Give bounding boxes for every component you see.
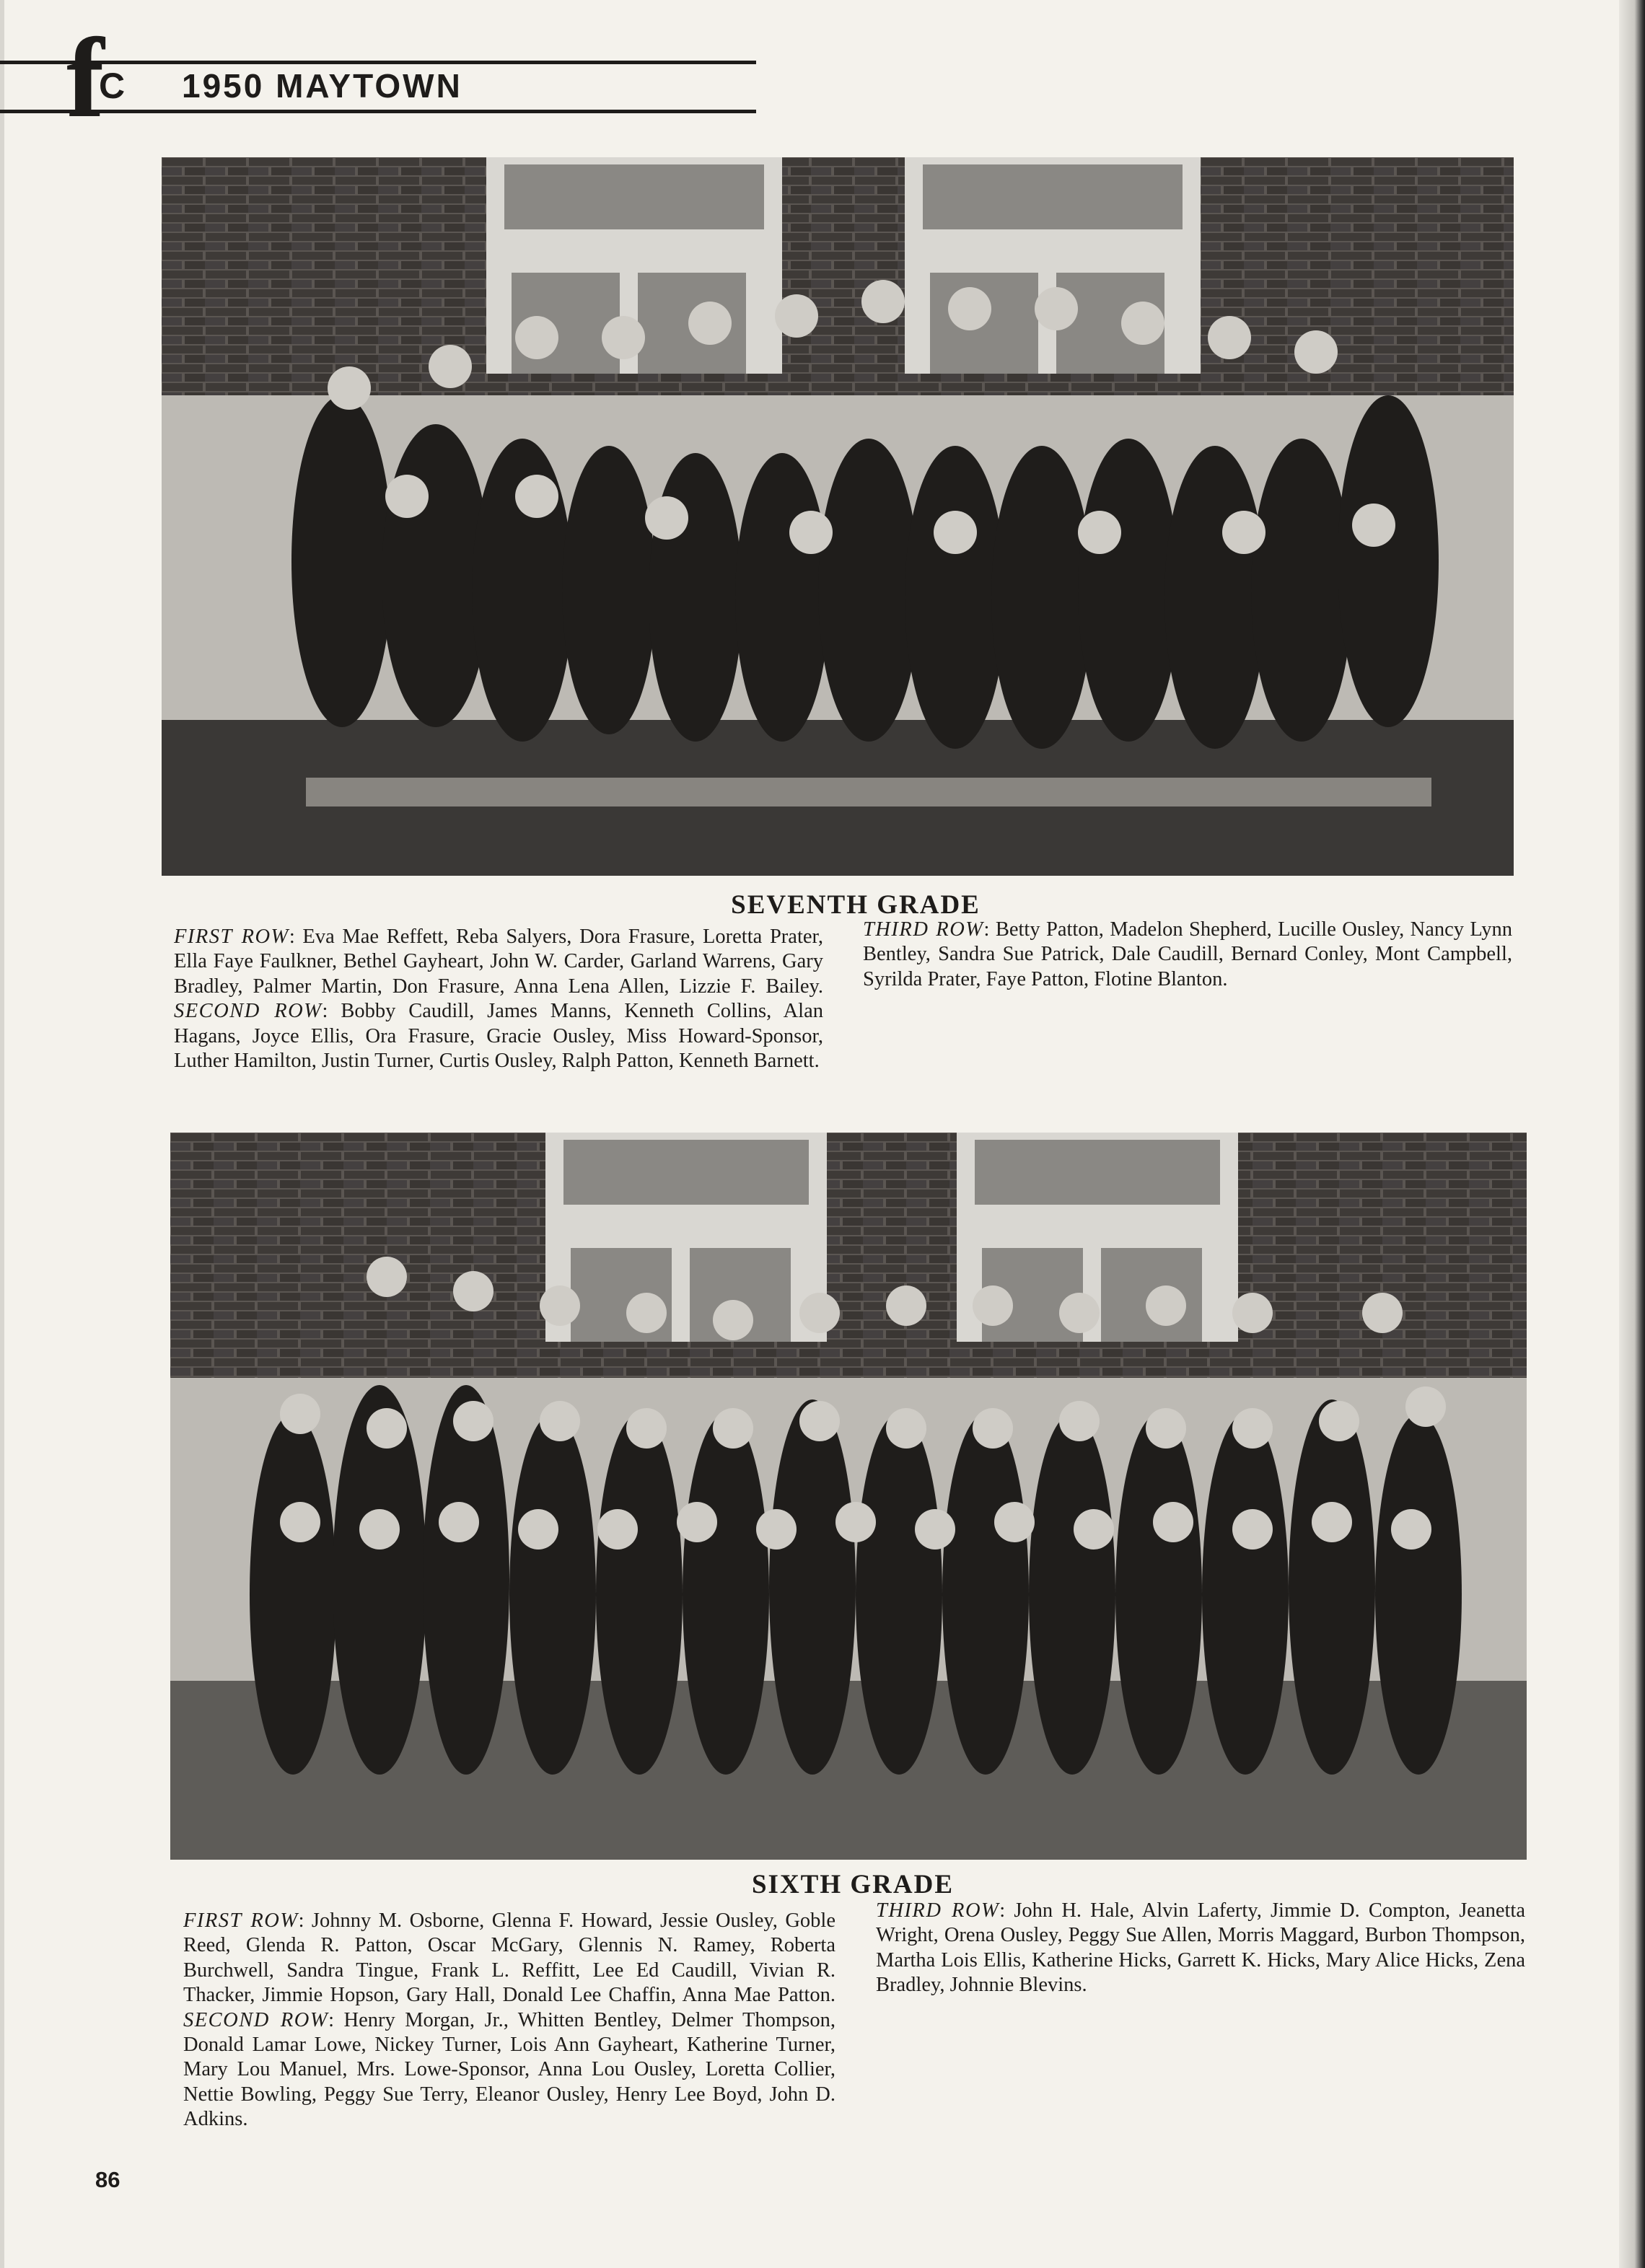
sixth-grade-caption-col2: THIRD ROW: John H. Hale, Alvin Laferty, Jimmie D. Compton, Jeanetta Wright, Orena Ousley, Peggy Sue Allen, Morris Maggard, Burbon Thompson, Martha Lois Ellis, Katherine Hicks, Garrett K. Hicks, Mary Alice Hicks, Zena Bradley, Johnnie Blevins. — [876, 1899, 1525, 1997]
second-row-label: SECOND ROW — [174, 1000, 323, 1023]
second-row-names: Henry Morgan, Jr., Whitten Bentley, Delmer Thompson, Donald Lamar Lowe, Nickey Turner, Lois Ann Gayheart, Katherine Turner, Mary Lou Manuel, Mrs. Lowe-Sponsor, Anna Lou Ousley, Loretta Collier, Nettie Bowling, Peggy Sue Terry, Eleanor Ousley, Henry Lee Boyd, John D. Adkins. — [183, 2008, 835, 2131]
page-edge — [0, 0, 4, 2268]
third-row-label: THIRD ROW — [863, 918, 984, 941]
seventh-grade-caption-col2: THIRD ROW: Betty Patton, Madelon Shepherd, Lucille Ousley, Nancy Lynn Bentley, Sandra Sue Patrick, Dale Caudill, Bernard Conley, Mont Campbell, Syrilda Prater, Faye Patton, Flotine Blanton. — [863, 918, 1512, 990]
third-row-label: THIRD ROW — [876, 1899, 1000, 1922]
second-row-label: SECOND ROW — [183, 2008, 329, 2031]
seventh-grade-photo — [162, 157, 1514, 876]
header-rule-top — [0, 61, 756, 64]
third-row-names: Betty Patton, Madelon Shepherd, Lucille Ousley, Nancy Lynn Bentley, Sandra Sue Patrick, Dale Caudill, Bernard Conley, Mont Campbell, Syrilda Prater, Faye Patton, Flotine Blanton. — [863, 918, 1512, 990]
sixth-grade-title: SIXTH GRADE — [751, 1870, 955, 1899]
second-row-names: Bobby Caudill, James Manns, Kenneth Collins, Alan Hagans, Joyce Ellis, Ora Frasure, Gracie Ousley, Miss Howard-Sponsor, Luther Hamilton, Justin Turner, Curtis Ousley, Ralph Patton, Kenneth Barnett. — [174, 1000, 823, 1073]
third-row-names: John H. Hale, Alvin Laferty, Jimmie D. Compton, Jeanetta Wright, Orena Ousley, Peggy Sue Allen, Morris Maggard, Burbon Thompson, Martha Lois Ellis, Katherine Hicks, Garrett K. Hicks, Mary Alice Hicks, Zena Bradley, Johnnie Blevins. — [876, 1899, 1525, 1997]
sixth-grade-photo — [170, 1133, 1527, 1860]
first-row-label: FIRST ROW — [183, 1909, 299, 1932]
first-row-names: Eva Mae Reffett, Reba Salyers, Dora Frasure, Loretta Prater, Ella Faye Faulkner, Bethel Gayheart, John W. Carder, Garland Warrens, Gary Bradley, Palmer Martin, Don Frasure, Anna Lena Allen, Lizzie F. Bailey. — [174, 926, 823, 998]
header-title: 1950 MAYTOWN — [182, 67, 462, 105]
first-row-names: Johnny M. Osborne, Glenna F. Howard, Jessie Ousley, Goble Reed, Glenda R. Patton, Oscar McGary, Glennis N. Ramey, Roberta Burchwell, Sandra Tingue, Frank L. Reffitt, Lee Ed Caudill, Vivian R. Thacker, Jimmie Hopson, Gary Hall, Donald Lee Chaffin, Anna Mae Patton. — [183, 1909, 835, 2007]
binding-shadow — [1619, 0, 1645, 2268]
logo-c: C — [99, 66, 126, 106]
logo-f: f — [66, 15, 105, 141]
header-rule-bottom — [0, 110, 756, 113]
seventh-grade-caption-col1: FIRST ROW: Eva Mae Reffett, Reba Salyers, Dora Frasure, Loretta Prater, Ella Faye Faulkner, Bethel Gayheart, John W. Carder, Garland Warrens, Gary Bradley, Palmer Martin, Don Frasure, Anna Lena Allen, Lizzie F. Bailey. SECOND ROW: Bobby Caudill, James Manns, Kenneth Collins, Alan Hagans, Joyce Ellis, Ora Frasure, Gracie Ousley, Miss Howard-Sponsor, Luther Hamilton, Justin Turner, Curtis Ousley, Ralph Patton, Kenneth Barnett. — [174, 926, 823, 1073]
page-number: 86 — [95, 2167, 120, 2192]
first-row-label: FIRST ROW — [174, 926, 289, 948]
seventh-grade-title: SEVENTH GRADE — [731, 890, 981, 920]
sixth-grade-caption-col1: FIRST ROW: Johnny M. Osborne, Glenna F. Howard, Jessie Ousley, Goble Reed, Glenda R. Patton, Oscar McGary, Glennis N. Ramey, Roberta Burchwell, Sandra Tingue, Frank L. Reffitt, Lee Ed Caudill, Vivian R. Thacker, Jimmie Hopson, Gary Hall, Donald Lee Chaffin, Anna Mae Patton. SECOND ROW: Henry Morgan, Jr., Whitten Bentley, Delmer Thompson, Donald Lamar Lowe, Nickey Turner, Lois Ann Gayheart, Katherine Turner, Mary Lou Manuel, Mrs. Lowe-Sponsor, Anna Lou Ousley, Loretta Collier, Nettie Bowling, Peggy Sue Terry, Eleanor Ousley, Henry Lee Boyd, John D. Adkins. — [183, 1909, 835, 2131]
